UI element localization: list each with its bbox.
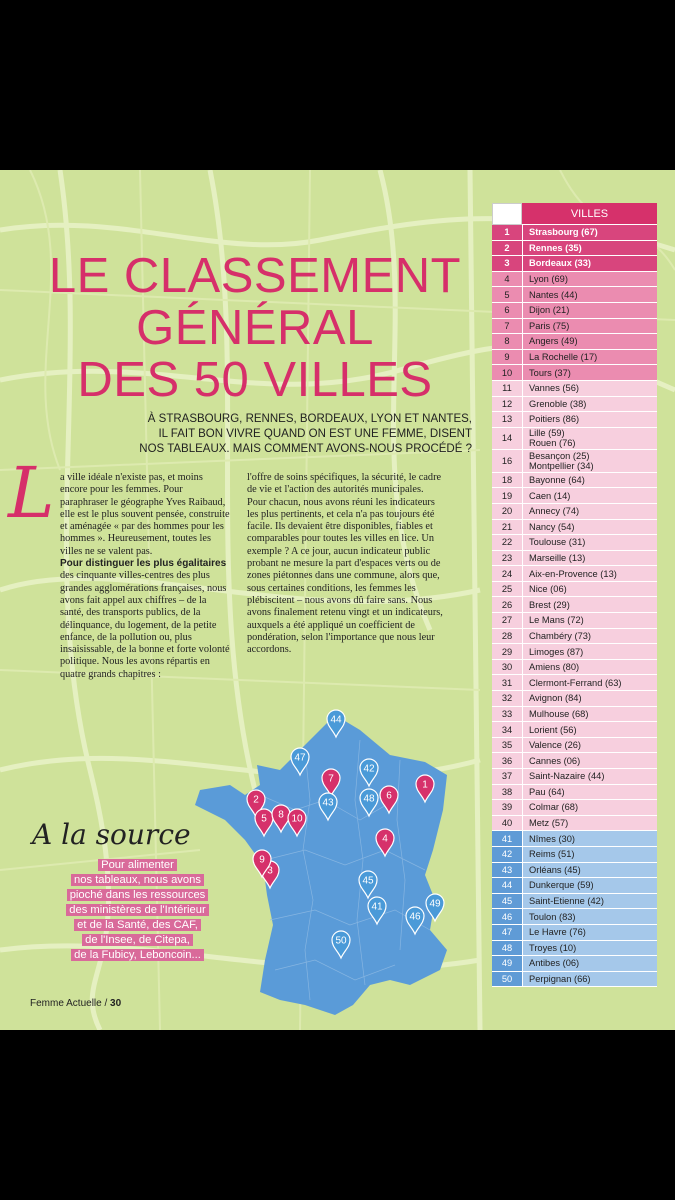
map-pin-label: 7 — [328, 773, 334, 785]
city-name: Colmar (68) — [529, 802, 579, 813]
city-name: Nantes (44) — [529, 289, 578, 300]
magazine-page — [0, 170, 675, 1030]
map-pin-label: 8 — [278, 809, 284, 821]
rank-cell: 37 — [492, 769, 522, 784]
rank-cell: 20 — [492, 504, 522, 519]
article-column-2 — [247, 472, 447, 656]
city-cell — [522, 520, 657, 535]
city-cell — [522, 428, 657, 450]
city-name: Chambéry (73) — [529, 630, 592, 641]
table-row — [492, 894, 657, 910]
city-cell — [522, 613, 657, 628]
france-map — [185, 700, 460, 1020]
map-pin-label: 9 — [259, 854, 265, 866]
city-cell — [522, 582, 657, 597]
city-cell — [522, 365, 657, 380]
city-cell — [522, 941, 657, 956]
table-row — [492, 334, 657, 350]
table-body — [492, 225, 657, 987]
paragraph: l'offre de soins spécifiques, la sécurité, le cadre de vie et l'action des autorités municipales. — [247, 472, 442, 496]
city-name: Clermont-Ferrand (63) — [529, 677, 622, 688]
table-row — [492, 956, 657, 972]
city-cell — [522, 241, 657, 256]
title-line: GÉNÉRAL — [136, 301, 374, 355]
table-row — [492, 800, 657, 816]
city-name: Aix-en-Provence (13) — [529, 568, 617, 579]
city-name: Nancy (54) — [529, 521, 575, 532]
city-name: Le Havre (76) — [529, 927, 586, 938]
city-name: Poitiers (86) — [529, 414, 580, 425]
rank-cell: 18 — [492, 473, 522, 488]
city-name: Saint-Nazaire (44) — [529, 771, 605, 782]
title-line: LE CLASSEMENT — [48, 249, 462, 303]
page-title — [40, 250, 470, 406]
rank-cell: 31 — [492, 675, 522, 690]
table-row — [492, 365, 657, 381]
city-name: Toulon (83) — [529, 911, 576, 922]
table-row — [492, 272, 657, 288]
city-cell — [522, 753, 657, 768]
city-name: Lyon (69) — [529, 274, 568, 285]
table-row — [492, 450, 657, 473]
rank-cell: 9 — [492, 350, 522, 365]
city-cell — [522, 816, 657, 831]
city-name: Avignon (84) — [529, 693, 582, 704]
rank-cell: 11 — [492, 381, 522, 396]
city-cell — [522, 504, 657, 519]
rank-cell: 1 — [492, 225, 522, 240]
rank-cell: 42 — [492, 847, 522, 862]
rank-cell: 12 — [492, 397, 522, 412]
subtitle-line: NOS TABLEAUX. MAIS COMMENT AVONS-NOUS PROCÉDÉ ? — [139, 443, 472, 455]
city-cell — [522, 972, 657, 987]
city-name: Saint-Etienne (42) — [529, 896, 604, 907]
table-row — [492, 551, 657, 567]
city-name: Annecy (74) — [529, 506, 580, 517]
city-cell — [522, 272, 657, 287]
table-row — [492, 644, 657, 660]
map-pin-label: 1 — [422, 779, 428, 791]
rank-cell: 21 — [492, 520, 522, 535]
city-name: Caen (14) — [529, 490, 571, 501]
rank-cell: 33 — [492, 707, 522, 722]
rank-cell: 2 — [492, 241, 522, 256]
city-cell — [522, 303, 657, 318]
page-number: 30 — [110, 998, 122, 1009]
table-row — [492, 629, 657, 645]
table-row — [492, 675, 657, 691]
city-name: Reims (51) — [529, 849, 575, 860]
city-name: Angers (49) — [529, 336, 578, 347]
city-cell — [522, 956, 657, 971]
city-name: Strasbourg (67) — [529, 227, 598, 238]
city-name: Pau (64) — [529, 786, 565, 797]
table-row — [492, 909, 657, 925]
table-row — [492, 428, 657, 451]
city-cell — [522, 831, 657, 846]
rank-cell: 27 — [492, 613, 522, 628]
city-cell — [522, 925, 657, 940]
map-pin-label: 47 — [294, 752, 306, 764]
rank-cell: 46 — [492, 909, 522, 924]
table-row — [492, 488, 657, 504]
table-row — [492, 816, 657, 832]
rank-cell: 6 — [492, 303, 522, 318]
city-cell — [522, 691, 657, 706]
table-row — [492, 582, 657, 598]
rank-cell: 25 — [492, 582, 522, 597]
rank-cell: 36 — [492, 753, 522, 768]
footer — [30, 998, 121, 1009]
city-name: Perpignan (66) — [529, 974, 591, 985]
city-name: Mulhouse (68) — [529, 708, 589, 719]
table-row — [492, 831, 657, 847]
city-name: Grenoble (38) — [529, 398, 587, 409]
city-cell — [522, 878, 657, 893]
map-pin-label: 46 — [409, 911, 421, 923]
city-cell — [522, 350, 657, 365]
rank-cell: 4 — [492, 272, 522, 287]
france-outline — [195, 715, 447, 1015]
city-name: Cannes (06) — [529, 755, 581, 766]
source-line: de la Fubicy, Leboncoin... — [71, 949, 204, 961]
table-row — [492, 691, 657, 707]
city-cell — [522, 597, 657, 612]
table-row — [492, 863, 657, 879]
rank-cell: 41 — [492, 831, 522, 846]
source-line: nos tableaux, nous avons — [71, 874, 204, 886]
bottom-black-border — [0, 1030, 675, 1200]
table-row — [492, 504, 657, 520]
rank-cell: 22 — [492, 535, 522, 550]
title-line: DES 50 VILLES — [77, 353, 433, 407]
subtitle — [52, 412, 472, 457]
city-cell — [522, 397, 657, 412]
magazine-name: Femme Actuelle / — [30, 998, 108, 1009]
city-cell — [522, 909, 657, 924]
map-pin-label: 10 — [291, 813, 303, 825]
rank-cell: 28 — [492, 629, 522, 644]
rank-cell: 16 — [492, 450, 522, 472]
table-row — [492, 350, 657, 366]
source-line: de l'Insee, de Citepa, — [82, 934, 193, 946]
city-name: Toulouse (31) — [529, 537, 586, 548]
city-name: Paris (75) — [529, 320, 570, 331]
rank-cell: 34 — [492, 722, 522, 737]
city-cell — [522, 551, 657, 566]
city-name: Lille (59) — [529, 428, 565, 439]
city-cell — [522, 644, 657, 659]
rank-cell: 23 — [492, 551, 522, 566]
subtitle-line: À STRASBOURG, RENNES, BORDEAUX, LYON ET NANTES, — [147, 413, 472, 425]
table-row — [492, 412, 657, 428]
rank-cell: 29 — [492, 644, 522, 659]
map-pin-label: 2 — [253, 794, 259, 806]
city-name: Dunkerque (59) — [529, 880, 594, 891]
map-pin-label: 5 — [261, 813, 267, 825]
city-name: Orléans (45) — [529, 864, 581, 875]
map-pin-label: 6 — [386, 790, 392, 802]
table-row — [492, 753, 657, 769]
city-name: Besançon (25) — [529, 450, 590, 461]
rank-cell: 8 — [492, 334, 522, 349]
rank-header-cell — [492, 203, 522, 225]
rank-cell: 47 — [492, 925, 522, 940]
rank-cell: 26 — [492, 597, 522, 612]
rank-cell: 3 — [492, 256, 522, 271]
map-pin-label: 48 — [363, 793, 375, 805]
subtitle-line: IL FAIT BON VIVRE QUAND ON EST UNE FEMME, DISENT — [158, 428, 472, 440]
paragraph: Pour chacun, nous avons réuni les indicateurs les plus pertinents, et cela n'a pas toujours été facile. Ils devaient être disponibles, fiables et comparables pour toutes les villes en lice. Un exemple ? A ce jour, aucun indicateur public probant ne mesure la part d'espaces verts ou de zones piétonnes dans une commune, alors que, sous certaines conditions, les femmes les plébiscitent – nous avons dû faire sans. Nous avons finalement retenu vingt et un indicateurs, auxquels a été appliqué un coefficient de pondération, selon l'importance que nous leur accordons. — [247, 496, 443, 656]
city-cell — [522, 225, 657, 240]
cities-header: VILLES — [522, 203, 657, 225]
rank-cell: 49 — [492, 956, 522, 971]
city-cell — [522, 894, 657, 909]
top-black-border — [0, 0, 675, 170]
table-header — [492, 203, 657, 225]
city-cell — [522, 566, 657, 581]
paragraph-text: des cinquante villes-centres des plus grandes agglomérations françaises, nous avons fait appel aux chiffres – de la santé, des transports publics, de la délinquance, du logement, de la petite enfance, de la pollution ou, plus insaisissable, de la bonne et forte volonté politique. Nous les avons répartis en quatre grands chapitres : — [60, 570, 230, 680]
city-name: Rouen (76) — [529, 438, 576, 449]
rank-cell: 43 — [492, 863, 522, 878]
city-name: Troyes (10) — [529, 942, 577, 953]
table-row — [492, 707, 657, 723]
article-column-1 — [60, 472, 230, 681]
rank-cell: 50 — [492, 972, 522, 987]
table-row — [492, 785, 657, 801]
city-name: Marseille (13) — [529, 552, 586, 563]
paragraph — [60, 558, 230, 681]
city-name: Le Mans (72) — [529, 615, 584, 626]
city-cell — [522, 473, 657, 488]
city-cell — [522, 535, 657, 550]
table-row — [492, 660, 657, 676]
city-cell — [522, 675, 657, 690]
rank-cell: 48 — [492, 941, 522, 956]
lead-in: Pour distinguer les plus égalitaires — [60, 558, 227, 570]
table-row — [492, 303, 657, 319]
rank-cell: 24 — [492, 566, 522, 581]
drop-cap: L — [8, 452, 55, 534]
table-row — [492, 597, 657, 613]
city-name: Tours (37) — [529, 367, 571, 378]
city-cell — [522, 334, 657, 349]
rank-cell: 7 — [492, 319, 522, 334]
table-row — [492, 925, 657, 941]
city-name: Amiens (80) — [529, 662, 580, 673]
source-line: des ministères de l'Intérieur — [66, 904, 208, 916]
map-pin-label: 3 — [267, 865, 273, 877]
table-row — [492, 847, 657, 863]
city-name: Brest (29) — [529, 599, 570, 610]
table-row — [492, 769, 657, 785]
rank-cell: 35 — [492, 738, 522, 753]
rank-cell: 38 — [492, 785, 522, 800]
rank-cell: 5 — [492, 287, 522, 302]
table-row — [492, 972, 657, 988]
rank-cell: 19 — [492, 488, 522, 503]
source-line: et de la Santé, des CAF, — [74, 919, 201, 931]
city-cell — [522, 319, 657, 334]
city-cell — [522, 488, 657, 503]
city-cell — [522, 722, 657, 737]
city-cell — [522, 707, 657, 722]
table-row — [492, 381, 657, 397]
city-name: Limoges (87) — [529, 646, 584, 657]
city-name: Antibes (06) — [529, 958, 580, 969]
map-pin-label: 41 — [371, 901, 383, 913]
table-row — [492, 722, 657, 738]
city-cell — [522, 381, 657, 396]
city-cell — [522, 629, 657, 644]
table-row — [492, 241, 657, 257]
rank-cell: 10 — [492, 365, 522, 380]
rank-cell: 45 — [492, 894, 522, 909]
table-row — [492, 738, 657, 754]
ranking-table — [492, 203, 657, 987]
city-name: Montpellier (34) — [529, 460, 594, 471]
city-cell — [522, 287, 657, 302]
map-pin-label: 49 — [429, 898, 441, 910]
source-line: pioché dans les ressources — [67, 889, 209, 901]
source-line: Pour alimenter — [98, 859, 177, 871]
city-cell — [522, 800, 657, 815]
city-cell — [522, 847, 657, 862]
city-name: Nîmes (30) — [529, 833, 575, 844]
city-name: Metz (57) — [529, 818, 569, 829]
city-cell — [522, 785, 657, 800]
table-row — [492, 878, 657, 894]
table-row — [492, 566, 657, 582]
city-name: Vannes (56) — [529, 383, 579, 394]
rank-cell: 14 — [492, 428, 522, 450]
city-name: Bayonne (64) — [529, 475, 585, 486]
city-cell — [522, 256, 657, 271]
city-name: Nice (06) — [529, 584, 567, 595]
map-pin-label: 4 — [382, 833, 388, 845]
city-name: Valence (26) — [529, 740, 582, 751]
city-name: La Rochelle (17) — [529, 352, 598, 363]
rank-cell: 44 — [492, 878, 522, 893]
rank-cell: 32 — [492, 691, 522, 706]
city-cell — [522, 660, 657, 675]
table-row — [492, 256, 657, 272]
city-name: Lorient (56) — [529, 724, 577, 735]
city-name: Dijon (21) — [529, 305, 570, 316]
table-row — [492, 941, 657, 957]
city-cell — [522, 863, 657, 878]
source-title: A la source — [32, 818, 191, 851]
rank-cell: 40 — [492, 816, 522, 831]
city-cell — [522, 769, 657, 784]
city-name: Rennes (35) — [529, 242, 582, 253]
map-pin-label: 43 — [322, 797, 334, 809]
city-cell — [522, 450, 657, 472]
rank-cell: 39 — [492, 800, 522, 815]
map-pin-label: 44 — [330, 714, 342, 726]
table-row — [492, 535, 657, 551]
paragraph: a ville idéale n'existe pas, et moins encore pour les femmes. Pour paraphraser le géographe Yves Raibaud, elle est le plus souvent pensée, construite et aménagée « par des hommes pour les hommes ». Heureusement, toutes les villes ne se valent pas. — [60, 472, 230, 557]
table-row — [492, 473, 657, 489]
city-cell — [522, 738, 657, 753]
table-row — [492, 287, 657, 303]
table-row — [492, 613, 657, 629]
city-name: Bordeaux (33) — [529, 258, 591, 269]
table-row — [492, 397, 657, 413]
map-pin-label: 45 — [362, 875, 374, 887]
table-row — [492, 225, 657, 241]
rank-cell: 30 — [492, 660, 522, 675]
table-row — [492, 319, 657, 335]
rank-cell: 13 — [492, 412, 522, 427]
table-row — [492, 520, 657, 536]
city-cell — [522, 412, 657, 427]
map-pin-label: 42 — [363, 763, 375, 775]
map-pin-label: 50 — [335, 935, 347, 947]
